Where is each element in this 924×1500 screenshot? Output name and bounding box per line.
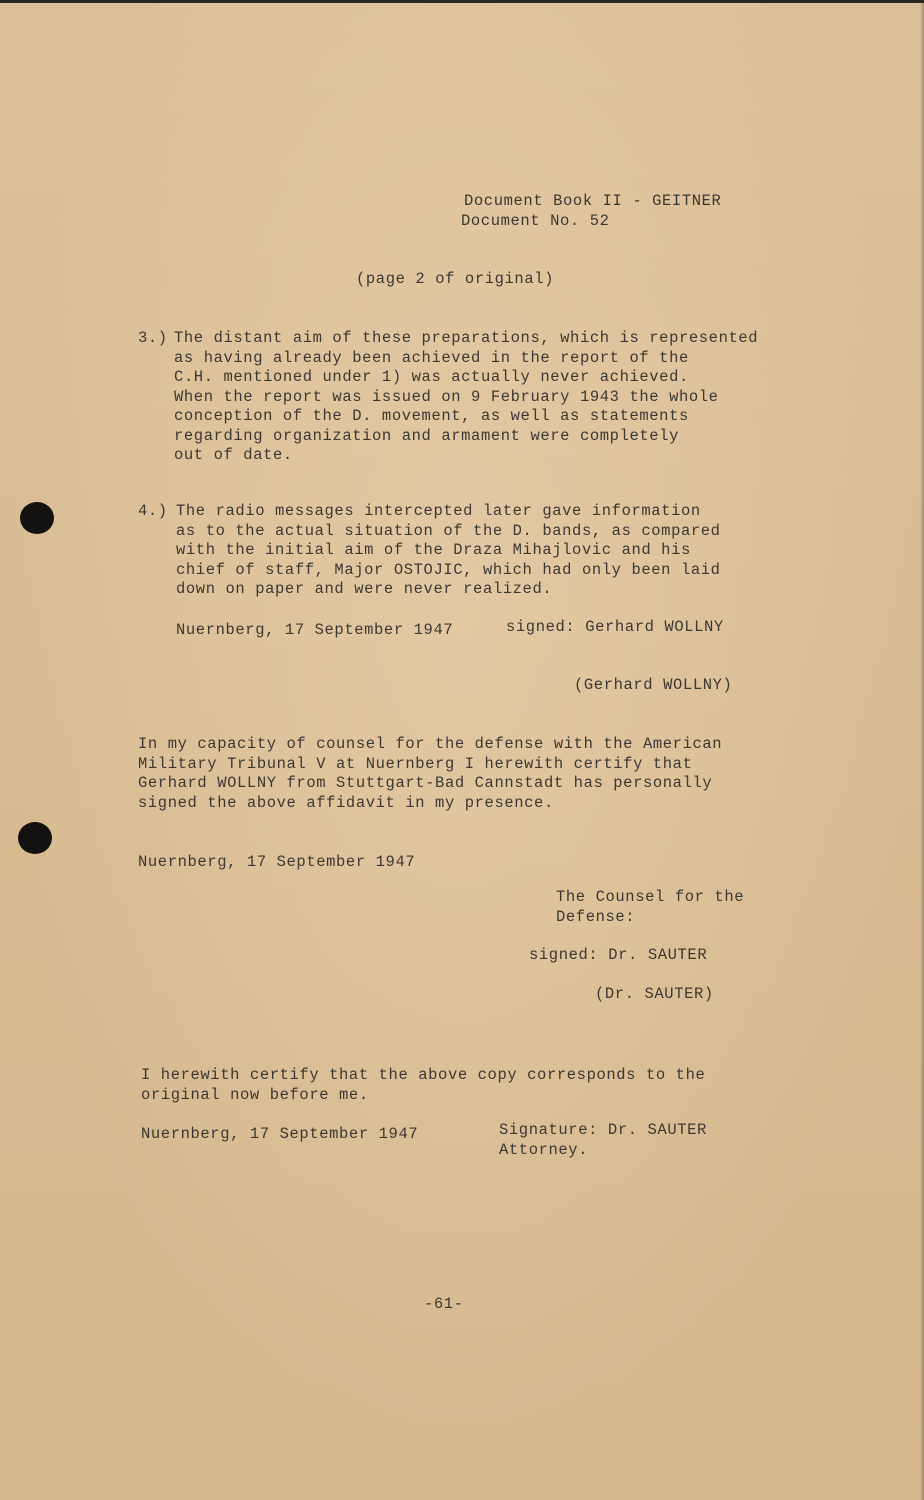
item-line: The distant aim of these preparations, which is represented <box>174 329 759 347</box>
page-note: (page 2 of original) <box>356 270 555 288</box>
counsel-name: (Dr. SAUTER) <box>595 985 714 1003</box>
item-line: with the initial aim of the Draza Mihajlovic and his <box>176 541 691 559</box>
counsel-title-line: Defense: <box>556 907 636 926</box>
copy-cert-place-date: Nuernberg, 17 September 1947 <box>141 1125 419 1143</box>
punch-hole <box>20 502 54 534</box>
punch-hole <box>18 822 52 854</box>
item-line: down on paper and were never realized. <box>176 580 553 598</box>
certification-line: Military Tribunal V at Nuernberg I herewith certify that <box>138 754 693 773</box>
affidavit-name: (Gerhard WOLLNY) <box>574 676 733 694</box>
page-number: -61- <box>424 1295 464 1313</box>
item-4-text <box>176 502 721 600</box>
item-number: 4.) <box>138 502 168 520</box>
affidavit-signed: signed: Gerhard WOLLNY <box>506 618 724 636</box>
counsel-signed: signed: Dr. SAUTER <box>529 946 708 964</box>
counsel-title-line: The Counsel for the <box>556 888 745 906</box>
affidavit-place-date: Nuernberg, 17 September 1947 <box>176 621 454 639</box>
counsel-title <box>556 888 744 927</box>
item-line: as having already been achieved in the report of the <box>174 348 689 367</box>
item-line: as to the actual situation of the D. bands, as compared <box>176 521 721 540</box>
document-number-label: Document No. 52 <box>461 212 610 230</box>
copy-cert-line: I herewith certify that the above copy corresponds to the <box>141 1066 706 1084</box>
item-line: out of date. <box>174 446 293 464</box>
page-edge <box>0 0 924 3</box>
item-line: conception of the D. movement, as well as statements <box>174 407 689 425</box>
certification-line: Gerhard WOLLNY from Stuttgart-Bad Cannstadt has personally <box>138 774 713 792</box>
certification-place-date: Nuernberg, 17 September 1947 <box>138 853 416 871</box>
copy-cert-signature: Signature: Dr. SAUTER <box>499 1121 707 1139</box>
certification-text <box>138 735 722 813</box>
copy-cert-title: Attorney. <box>499 1141 589 1159</box>
item-line: C.H. mentioned under 1) was actually never achieved. <box>174 368 689 386</box>
certification-line: signed the above affidavit in my presence. <box>138 793 554 812</box>
copy-certification-text <box>141 1066 705 1105</box>
item-line: When the report was issued on 9 February 1943 the whole <box>174 387 719 406</box>
page-edge-shadow <box>920 0 924 1500</box>
certification-line: In my capacity of counsel for the defense with the American <box>138 735 723 753</box>
item-line: The radio messages intercepted later gave information <box>176 502 701 520</box>
item-3-text <box>174 329 758 466</box>
document-book-label: Document Book II - GEITNER <box>464 192 722 210</box>
item-line: regarding organization and armament were completely <box>174 426 679 445</box>
item-line: chief of staff, Major OSTOJIC, which had only been laid <box>176 560 721 579</box>
item-number: 3.) <box>138 329 168 347</box>
copy-cert-line: original now before me. <box>141 1085 369 1104</box>
